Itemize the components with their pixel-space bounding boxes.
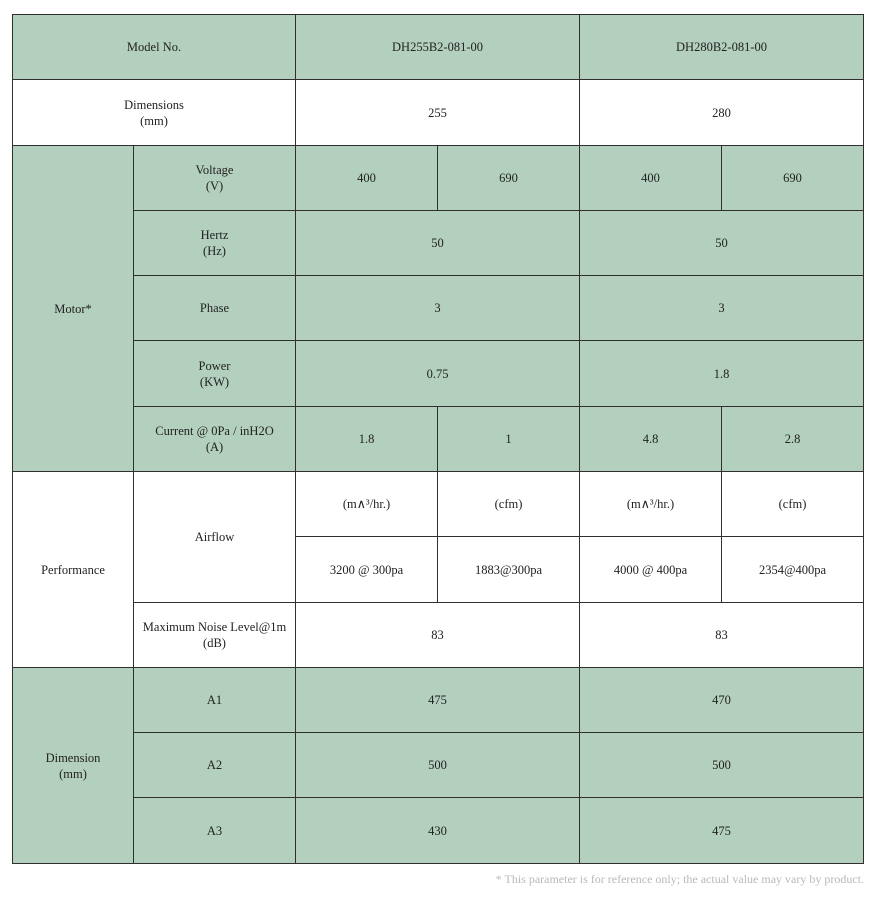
a2-a-cell: 500 — [296, 733, 580, 798]
airflow-unit-cell: (cfm) — [722, 472, 864, 537]
performance-label: Performance — [13, 472, 134, 668]
a3-b-cell: 475 — [580, 798, 864, 864]
model-b-cell: DH280B2-081-00 — [580, 15, 864, 80]
airflow-label: Airflow — [134, 472, 296, 603]
airflow-unit-cell: (m∧³/hr.) — [580, 472, 722, 537]
table-row — [13, 15, 864, 80]
current-cell: 1.8 — [296, 407, 438, 472]
table-row — [13, 276, 864, 341]
airflow-value-cell: 1883@300pa — [438, 537, 580, 603]
motor-label: Motor* — [13, 146, 134, 472]
table-row — [13, 407, 864, 472]
dimensions-a-cell: 255 — [296, 80, 580, 146]
power-label: Power (KW) — [134, 341, 296, 407]
noise-b-cell: 83 — [580, 603, 864, 668]
spec-table — [12, 14, 864, 864]
hertz-b-cell: 50 — [580, 211, 864, 276]
dimensions-label: Dimensions (mm) — [13, 80, 296, 146]
current-cell: 1 — [438, 407, 580, 472]
a1-label: A1 — [134, 668, 296, 733]
hertz-label: Hertz (Hz) — [134, 211, 296, 276]
power-a-cell: 0.75 — [296, 341, 580, 407]
a3-label: A3 — [134, 798, 296, 864]
a2-b-cell: 500 — [580, 733, 864, 798]
table-row — [13, 798, 864, 864]
hertz-a-cell: 50 — [296, 211, 580, 276]
a1-a-cell: 475 — [296, 668, 580, 733]
airflow-unit-cell: (cfm) — [438, 472, 580, 537]
table-row — [13, 80, 864, 146]
phase-a-cell: 3 — [296, 276, 580, 341]
table-row — [13, 668, 864, 733]
table-row — [13, 146, 864, 211]
noise-label: Maximum Noise Level@1m (dB) — [134, 603, 296, 668]
voltage-cell: 690 — [722, 146, 864, 211]
table-row — [13, 472, 864, 537]
voltage-label: Voltage (V) — [134, 146, 296, 211]
voltage-cell: 400 — [296, 146, 438, 211]
airflow-unit-cell: (m∧³/hr.) — [296, 472, 438, 537]
voltage-cell: 690 — [438, 146, 580, 211]
current-cell: 2.8 — [722, 407, 864, 472]
table-row — [13, 603, 864, 668]
phase-b-cell: 3 — [580, 276, 864, 341]
phase-label: Phase — [134, 276, 296, 341]
model-no-label: Model No. — [13, 15, 296, 80]
footnote: * This parameter is for reference only; the actual value may vary by product. — [495, 872, 864, 886]
noise-a-cell: 83 — [296, 603, 580, 668]
current-label: Current @ 0Pa / inH2O (A) — [134, 407, 296, 472]
current-cell: 4.8 — [580, 407, 722, 472]
table-row — [13, 733, 864, 798]
dimensions-b-cell: 280 — [580, 80, 864, 146]
airflow-value-cell: 2354@400pa — [722, 537, 864, 603]
table-row — [13, 341, 864, 407]
power-b-cell: 1.8 — [580, 341, 864, 407]
a3-a-cell: 430 — [296, 798, 580, 864]
airflow-value-cell: 4000 @ 400pa — [580, 537, 722, 603]
airflow-value-cell: 3200 @ 300pa — [296, 537, 438, 603]
dimension-label: Dimension (mm) — [13, 668, 134, 864]
voltage-cell: 400 — [580, 146, 722, 211]
table-row — [13, 211, 864, 276]
a2-label: A2 — [134, 733, 296, 798]
model-a-cell: DH255B2-081-00 — [296, 15, 580, 80]
a1-b-cell: 470 — [580, 668, 864, 733]
